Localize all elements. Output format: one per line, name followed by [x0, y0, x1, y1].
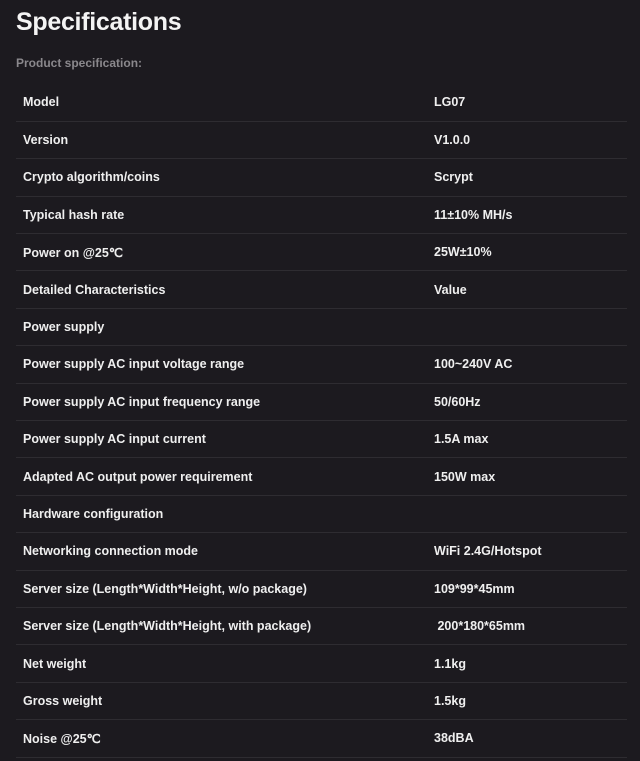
- table-row: [16, 421, 627, 458]
- spec-label: Version: [23, 133, 69, 148]
- spec-value: 1.5A max: [434, 432, 489, 447]
- table-row: [16, 533, 627, 570]
- spec-label: Hardware configuration: [23, 506, 164, 521]
- table-row: [16, 458, 627, 495]
- table-row: [16, 84, 627, 121]
- spec-value: LG07: [434, 95, 466, 110]
- spec-label: Power on @25℃: [23, 245, 123, 260]
- table-row: [16, 570, 627, 607]
- spec-label: Server size (Length*Width*Height, w/o package): [23, 581, 307, 596]
- spec-value: WiFi 2.4G/Hotspot: [434, 544, 542, 559]
- spec-label: Server size (Length*Width*Height, with package): [23, 619, 312, 634]
- spec-label: Power supply AC input voltage range: [23, 357, 245, 372]
- spec-value: 100~240V AC: [434, 357, 513, 372]
- table-row: [16, 196, 627, 233]
- page-title: Specifications: [16, 8, 182, 36]
- spec-value: 109*99*45mm: [434, 581, 515, 596]
- spec-label: Detailed Characteristics: [23, 282, 166, 297]
- spec-value: [431, 495, 627, 532]
- spec-value: [431, 308, 627, 345]
- table-row: [16, 308, 627, 345]
- spec-label: Gross weight: [23, 693, 103, 708]
- spec-value: 11±10% MH/s: [434, 207, 513, 222]
- table-row: [16, 607, 627, 644]
- spec-label: Power supply: [23, 320, 105, 335]
- spec-value: Scrypt: [434, 170, 473, 185]
- table-row: [16, 159, 627, 196]
- table-row: [16, 234, 627, 271]
- spec-value: 25W±10%: [434, 245, 492, 260]
- table-row: [16, 271, 627, 308]
- table-row: [16, 495, 627, 532]
- spec-label: Power supply AC input frequency range: [23, 394, 261, 409]
- specifications-table: [16, 84, 627, 758]
- spec-label: Networking connection mode: [23, 544, 199, 559]
- spec-label: Adapted AC output power requirement: [23, 469, 253, 484]
- spec-value: 1.1kg: [434, 656, 466, 671]
- spec-value: 38dBA: [434, 731, 474, 746]
- spec-value: V1.0.0: [434, 133, 471, 148]
- table-row: [16, 383, 627, 420]
- spec-label: Typical hash rate: [23, 207, 125, 222]
- spec-label: Power supply AC input current: [23, 432, 206, 447]
- spec-value: 150W max: [434, 469, 496, 484]
- spec-label: Model: [23, 95, 60, 110]
- table-row: [16, 121, 627, 158]
- spec-label: Crypto algorithm/coins: [23, 170, 160, 185]
- table-row: [16, 645, 627, 682]
- section-subtitle: Product specification:: [16, 56, 143, 70]
- spec-label: Net weight: [23, 656, 87, 671]
- table-row: [16, 720, 627, 757]
- spec-value: 200*180*65mm: [434, 619, 526, 634]
- table-row: [16, 346, 627, 383]
- spec-value: Value: [434, 282, 467, 297]
- spec-value: 1.5kg: [434, 693, 466, 708]
- table-row: [16, 682, 627, 719]
- spec-label: Noise @25℃: [23, 731, 101, 746]
- spec-value: 50/60Hz: [434, 394, 481, 409]
